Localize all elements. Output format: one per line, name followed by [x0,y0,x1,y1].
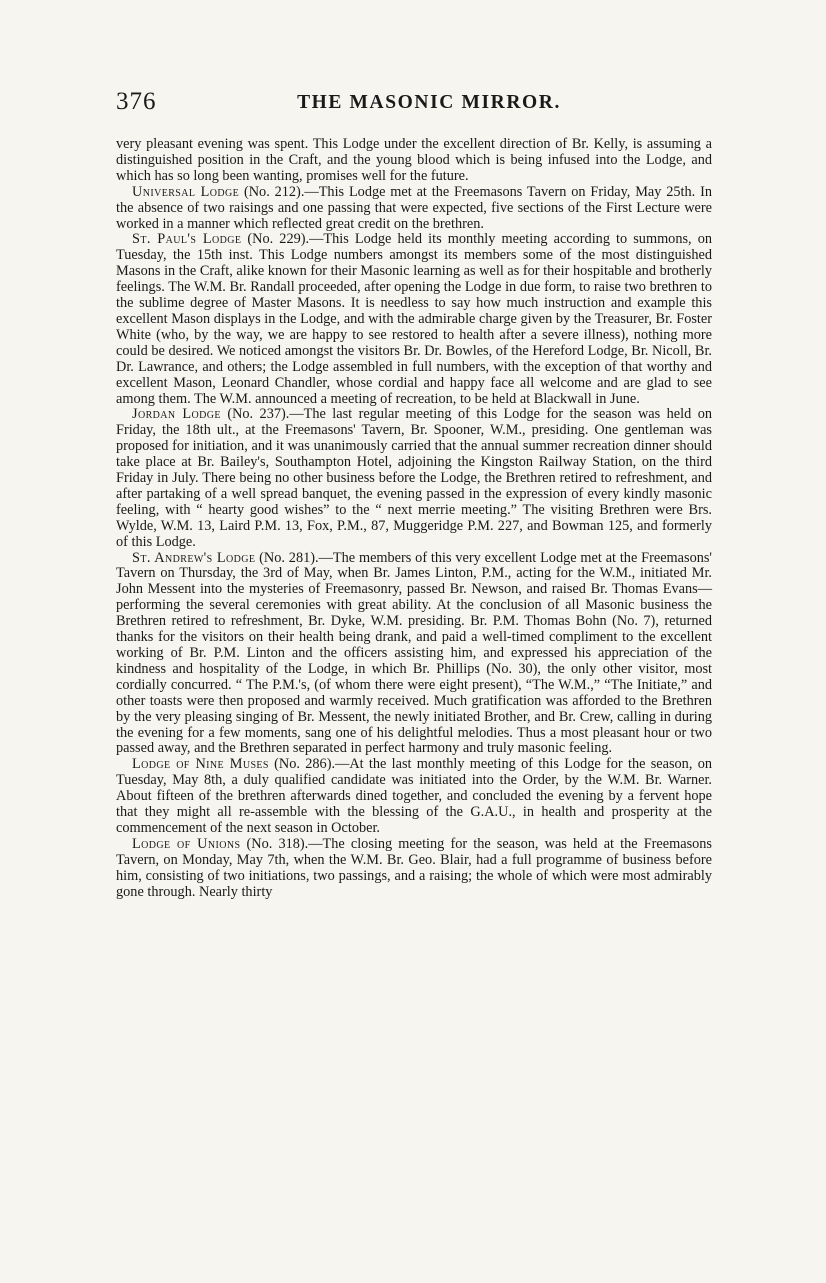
paragraph-st-andrews-lodge [116,551,712,758]
lodge-name: St. Paul's Lodge [132,231,242,248]
paragraph-text: (No. 281).—The members of this very excellent Lodge met at the Freemasons' Tavern on Thursday, the 3rd of May, when Br. James Linton, P.M., acting for the W.M., initiated Mr. John Messent into the mysteries of Freemasonry, passed Br. Newson, and raised Br. Thomas Evans—performing the several ceremonies with great ability. At the conclusion of all Masonic business the Brethren retired to refreshment, Br. Dyke, W.M. presiding. Br. P.M. Thomas Bohn (No. 7), returned thanks for the visitors on their health being drank, and paid a well-timed compliment to the excellent working of Br. P.M. Linton and the officers assisting him, and expressed his appreciation of the kindness and hospitality of the Lodge, in which Br. Phillips (No. 30), the only other visitor, most cordially concurred. “ The P.M.'s, (of whom there were eight present), “The W.M.,” “The Initiate,” and other toasts were then proposed and warmly received. Much gratification was afforded to the Brethren by the very pleasing singing of Br. Messent, the newly initiated Brother, and Br. Crew, calling in during the evening for a few moments, sang one of his delightful melodies. Thus a most pleasant hour or two passed away, and the Brethren separated in perfect harmony and truly masonic feeling. [116,549,713,757]
lodge-name: St. Andrew's Lodge [132,549,256,566]
lodge-name: Universal Lodge [132,183,240,200]
paragraph-text: very pleasant evening was spent. This Lodge under the excellent direction of Br. Kelly, is assuming a distinguished position in the Craft, and the young blood which is being infused into the Lodge, and which has so long been wanting, promises well for the future. [116,136,712,184]
lodge-name: Lodge of Nine Muses [132,756,269,773]
running-title: THE MASONIC MIRROR. [297,92,561,113]
article-body [116,137,712,901]
paragraph-text: (No. 237).—The last regular meeting of this Lodge for the season was held on Friday, the 18th ult., at the Freemasons' Tavern, Br. Spooner, W.M., presiding. One gentleman was proposed for initiation, and it was unanimously carried that the annual summer recreation dinner should take place at Br. Bailey's, Southampton Hotel, adjoining the Kingston Railway Station, on the third Friday in July. There being no other business before the Lodge, the Brethren retired to refreshment, and after partaking of a well spread banquet, the evening passed in the expression of every kindly masonic feeling, with “ hearty good wishes” to the “ next merrie meeting.” The visiting Brethren were Brs. Wylde, W.M. 13, Laird P.M. 13, Fox, P.M., 87, Muggeridge P.M. 227, and Bowman 125, and formerly of this Lodge. [116,406,712,550]
lodge-name: Jordan Lodge [132,406,221,423]
paragraph-universal-lodge [116,185,712,233]
paragraph-st-pauls-lodge [116,232,712,407]
page-number: 376 [116,88,157,115]
paragraph-jordan-lodge [116,407,712,550]
lodge-name: Lodge of Unions [132,835,241,852]
paragraph-lodge-of-unions [116,837,712,901]
paragraph-text: (No. 212).—This Lodge met at the Freemasons Tavern on Friday, May 25th. In the absence of two raisings and one passing that were expected, five sections of the First Lecture were worked in a manner which reflected great credit on the brethren. [116,183,712,232]
paragraph-text: (No. 318).—The closing meeting for the season, was held at the Freemasons Tavern, on Monday, May 7th, when the W.M. Br. Geo. Blair, had a full programme of business before him, consisting of two initiations, two passings, and a raising; the whole of which were most admirably gone through. Nearly thirty [116,835,712,900]
paragraph-continuation [116,137,712,185]
paragraph-text: (No. 286).—At the last monthly meeting of this Lodge for the season, on Tuesday, May 8th, a duly qualified candidate was initiated into the Order, by the W.M. Br. Warner. About fifteen of the brethren afterwards dined together, and concluded the evening by a fervent hope that they might all re-assemble with the blessing of the G.A.U., in health and prosperity at the commencement of the next season in October. [116,756,712,836]
paragraph-text: (No. 229).—This Lodge held its monthly meeting according to summons, on Tuesday, the 15th inst. This Lodge numbers amongst its members some of the most distinguished Masons in the Craft, alike known for their Masonic learning as well as for their hospitable and brotherly feelings. The W.M. Br. Randall proceeded, after opening the Lodge in due form, to raise two brethren to the sublime degree of Master Masons. It is needless to say how much instruction and example this excellent Mason displays in the Lodge, and with the admirable charge given by the Treasurer, Br. Foster White (who, by the way, we are happy to see restored to health after a severe illness), nothing more could be desired. We noticed amongst the visitors Br. Dr. Bowles, of the Hereford Lodge, Br. Nicoll, Br. Dr. Lawrance, and others; the Lodge assembled in full numbers, with the exception of that worthy and excellent Mason, Leonard Chandler, whose cordial and happy face all welcome and are glad to see among them. The W.M. announced a meeting of recreation, to be held at Blackwall in June. [116,231,712,407]
page-header [116,88,712,118]
paragraph-lodge-of-nine-muses [116,757,712,837]
